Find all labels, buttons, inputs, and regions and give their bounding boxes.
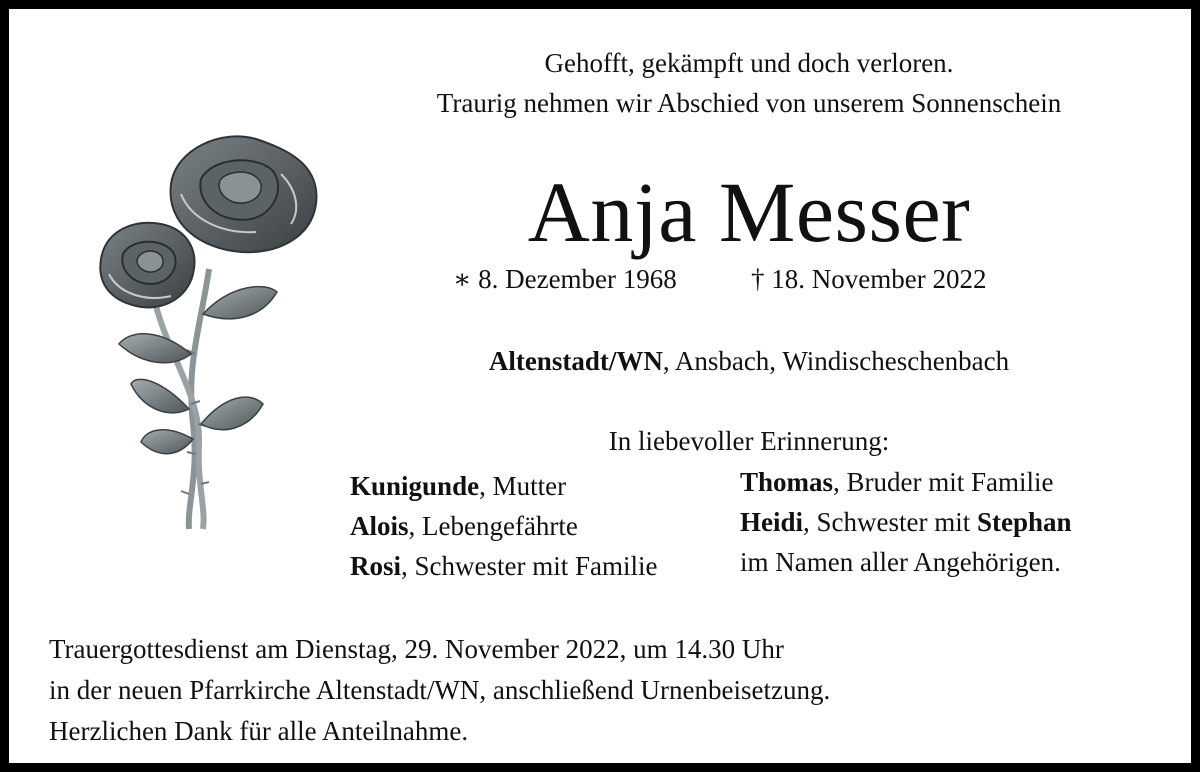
place-primary: Altenstadt/WN — [488, 346, 663, 376]
mourner-relation: , Schwester mit Familie — [401, 551, 658, 581]
mourner-name: Stephan — [977, 507, 1072, 537]
death-symbol: † — [751, 264, 765, 294]
place-rest: , Ansbach, Windischeschenbach — [662, 346, 1010, 376]
mourner-relation: , Bruder mit Familie — [833, 467, 1054, 497]
places-line — [269, 343, 1200, 379]
mourner-name: Heidi — [740, 507, 804, 537]
service-line-1: Trauergottesdienst am Dienstag, 29. November 2022, um 14.30 Uhr — [49, 634, 784, 664]
service-details — [49, 629, 830, 752]
mourner-name: Rosi — [350, 551, 402, 581]
mourner-row — [740, 462, 1072, 502]
mourner-relation: , Lebengefährte — [408, 511, 578, 541]
mourner-row — [350, 546, 657, 586]
mourner-row — [740, 502, 1072, 542]
intro-line-2: Traurig nehmen wir Abschied von unserem Sonnenschein — [436, 88, 1062, 118]
birth-date: 8. Dezember 1968 — [478, 264, 677, 294]
service-line-2: in der neuen Pfarrkirche Altenstadt/WN, anschließend Urnenbeisetzung. — [49, 675, 831, 705]
birth-date-line — [453, 261, 677, 297]
mourner-row — [350, 506, 657, 546]
mourner-name: Kunigunde — [350, 471, 480, 501]
service-line-3: Herzlichen Dank für alle Anteilnahme. — [49, 716, 469, 746]
birth-symbol: ∗ — [453, 264, 472, 294]
mourners-left-column — [350, 466, 657, 586]
mourner-relation: , Mutter — [479, 471, 567, 501]
intro-line-1: Gehofft, gekämpft und doch verloren. — [544, 48, 954, 78]
death-date: 18. November 2022 — [771, 264, 987, 294]
mourner-relation: im Namen aller Angehörigen. — [740, 547, 1061, 577]
deceased-name: Anja Messer — [527, 164, 971, 260]
mourner-row — [740, 542, 1072, 582]
mourner-name: Thomas — [740, 467, 834, 497]
mourner-row — [350, 466, 657, 506]
mourner-name: Alois — [350, 511, 409, 541]
memory-heading: In liebevoller Erinnerung: — [608, 426, 890, 456]
mourners-right-column — [740, 462, 1072, 582]
mourner-relation: , Schwester mit — [803, 507, 977, 537]
death-date-line — [751, 261, 986, 297]
